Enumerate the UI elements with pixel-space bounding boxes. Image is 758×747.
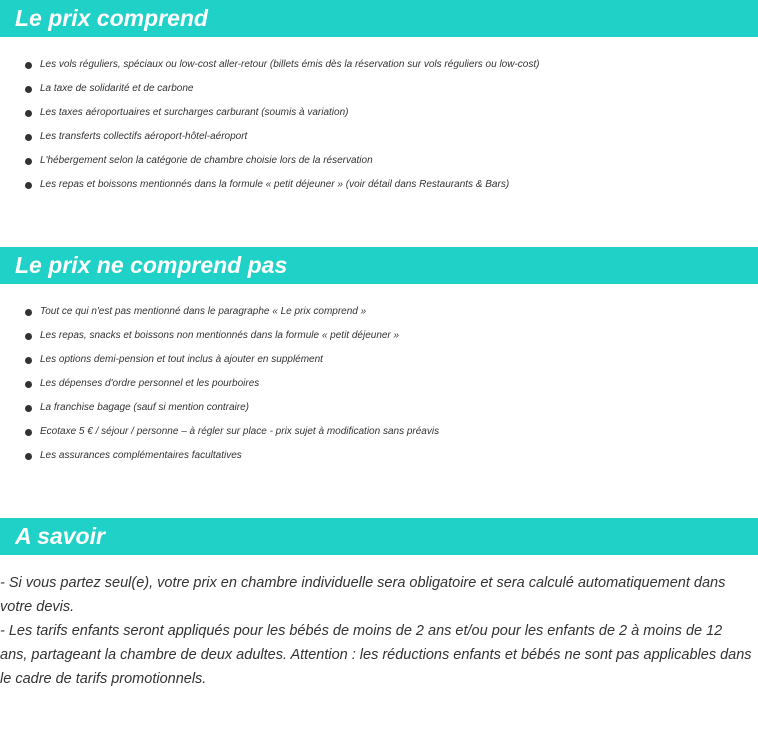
list-item: Les vols réguliers, spéciaux ou low-cost aller-retour (billets émis dès la réservation sur vols réguliers ou low-cost) [0,53,758,77]
bullet-icon [25,405,32,412]
list-item: L'hébergement selon la catégorie de chambre choisie lors de la réservation [0,149,758,173]
bullet-icon [25,158,32,165]
list-item: La franchise bagage (sauf si mention contraire) [0,396,758,420]
included-list [0,53,758,197]
list-item: Les dépenses d'ordre personnel et les pourboires [0,372,758,396]
bullet-icon [25,86,32,93]
bullet-icon [25,309,32,316]
section-title: Le prix ne comprend pas [0,247,758,284]
list-item: Tout ce qui n'est pas mentionné dans le paragraphe « Le prix comprend » [0,300,758,324]
not-included-list [0,300,758,468]
list-item: Ecotaxe 5 € / séjour / personne – à régler sur place - prix sujet à modification sans préavis [0,420,758,444]
list-item: Les transferts collectifs aéroport-hôtel-aéroport [0,125,758,149]
bullet-icon [25,357,32,364]
bullet-icon [25,110,32,117]
bullet-icon [25,134,32,141]
section-title: A savoir [0,518,758,555]
section-good-to-know [0,518,758,691]
bullet-icon [25,453,32,460]
bullet-icon [25,182,32,189]
section-not-included [0,247,758,468]
list-item: Les repas, snacks et boissons non mentionnés dans la formule « petit déjeuner » [0,324,758,348]
list-item: La taxe de solidarité et de carbone [0,77,758,101]
note-paragraph: - Si vous partez seul(e), votre prix en chambre individuelle sera obligatoire et sera calculé automatiquement dans votre devis. [0,575,726,615]
list-item: Les taxes aéroportuaires et surcharges carburant (soumis à variation) [0,101,758,125]
list-item: Les assurances complémentaires facultatives [0,444,758,468]
bullet-icon [25,62,32,69]
bullet-icon [25,333,32,340]
list-item: Les options demi-pension et tout inclus à ajouter en supplément [0,348,758,372]
section-included [0,0,758,197]
section-title: Le prix comprend [0,0,758,37]
note-paragraph: - Les tarifs enfants seront appliqués pour les bébés de moins de 2 ans et/ou pour les enfants de 2 à moins de 12 ans, partageant la chambre de deux adultes. Attention : les réductions enfants et bébés ne sont pas applicables dans le cadre de tarifs promotionnels. [0,623,752,687]
bullet-icon [25,381,32,388]
list-item: Les repas et boissons mentionnés dans la formule « petit déjeuner » (voir détail dans Restaurants & Bars) [0,173,758,197]
bullet-icon [25,429,32,436]
notes-block [0,571,758,691]
